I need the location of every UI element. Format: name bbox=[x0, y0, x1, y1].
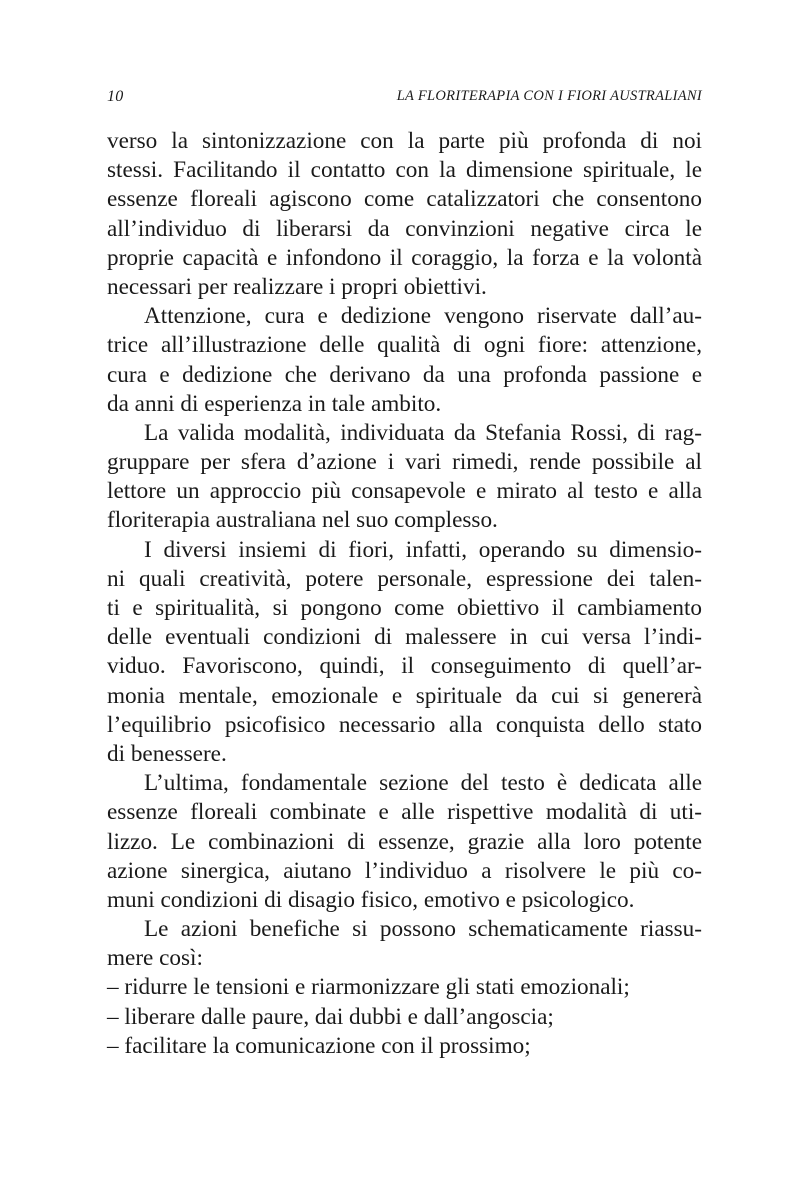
running-header bbox=[107, 88, 702, 112]
text-line: I diversi insiemi di fiori, infatti, operando su dimensio- bbox=[144, 536, 702, 563]
text-line: ti e spiritualità, si pongono come obiettivo il cambiamento bbox=[107, 595, 702, 621]
text-line: lizzo. Le combinazioni di essenze, grazie alla loro potente bbox=[107, 828, 702, 855]
text-line: viduo. Favoriscono, quindi, il conseguimento di quell’ar- bbox=[107, 653, 702, 680]
text-line: all’individuo di liberarsi da convinzioni negative circa le bbox=[107, 215, 702, 242]
text-line: verso la sintonizzazione con la parte più profonda di noi bbox=[107, 128, 702, 154]
text-line: La valida modalità, individuata da Stefania Rossi, di rag- bbox=[144, 419, 702, 446]
text-line: – ridurre le tensioni e riarmonizzare gli stati emozionali; bbox=[107, 974, 630, 1001]
text-line: mere così: bbox=[107, 945, 203, 972]
text-line: Le azioni benefiche si possono schematicamente riassu- bbox=[144, 916, 702, 943]
body-text bbox=[107, 127, 702, 1061]
text-line: muni condizioni di disagio fisico, emotivo e psicologico. bbox=[107, 886, 635, 913]
text-line: essenze floreali combinate e alle rispettive modalità di uti- bbox=[107, 799, 702, 826]
page-number: 10 bbox=[107, 88, 124, 105]
text-line: lettore un approccio più consapevole e mirato al testo e alla bbox=[107, 478, 702, 505]
text-line: di benessere. bbox=[107, 740, 227, 767]
text-line: da anni di esperienza in tale ambito. bbox=[107, 390, 442, 417]
running-title: LA FLORITERAPIA CON I FIORI AUSTRALIANI bbox=[396, 88, 702, 104]
text-line: gruppare per sfera d’azione i vari rimedi, rende possibile al bbox=[107, 449, 702, 476]
text-line: – liberare dalle paure, dai dubbi e dall’angoscia; bbox=[107, 1003, 554, 1030]
text-line: trice all’illustrazione delle qualità di ogni fiore: attenzione, bbox=[107, 332, 702, 359]
text-line: l’equilibrio psicofisico necessario alla conquista dello stato bbox=[107, 711, 702, 738]
text-line: floriterapia australiana nel suo complesso. bbox=[107, 507, 498, 534]
text-line: azione sinergica, aiutano l’individuo a risolvere le più co- bbox=[107, 857, 702, 884]
text-line: cura e dedizione che derivano da una profonda passione e bbox=[107, 361, 702, 388]
text-line: essenze floreali agiscono come catalizzatori che consentono bbox=[107, 186, 702, 213]
text-line: L’ultima, fondamentale sezione del testo è dedicata alle bbox=[144, 770, 702, 797]
text-line: Attenzione, cura e dedizione vengono riservate dall’au- bbox=[144, 303, 702, 330]
text-line: delle eventuali condizioni di malessere in cui versa l’indi- bbox=[107, 624, 702, 651]
text-line: proprie capacità e infondono il coraggio, la forza e la volontà bbox=[107, 244, 702, 271]
text-line: – facilitare la comunicazione con il prossimo; bbox=[107, 1032, 531, 1059]
text-line: stessi. Facilitando il contatto con la dimensione spirituale, le bbox=[107, 157, 702, 184]
text-line: necessari per realizzare i propri obiettivi. bbox=[107, 273, 487, 300]
text-line: ni quali creatività, potere personale, espressione dei talen- bbox=[107, 565, 702, 592]
text-line: monia mentale, emozionale e spirituale da cui si genererà bbox=[107, 682, 702, 709]
